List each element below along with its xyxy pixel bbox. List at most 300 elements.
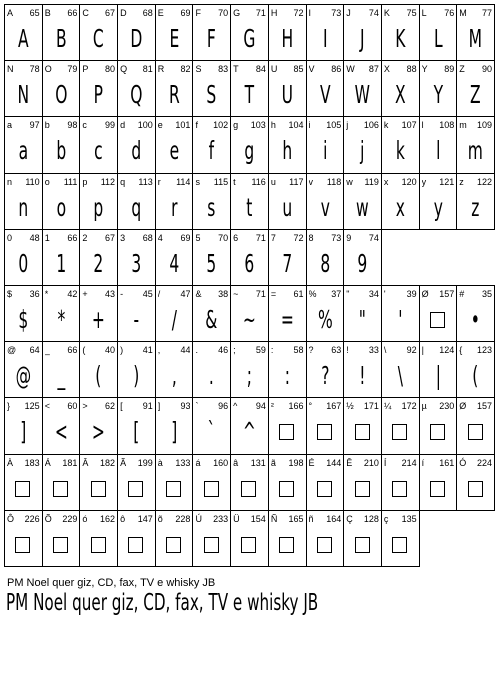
glyph-sample: v [320, 192, 330, 222]
glyph-char-label: ã [270, 457, 276, 468]
glyph-code-label: 135 [401, 513, 417, 524]
glyph-code-label: 166 [288, 401, 304, 412]
glyph-sample: H [281, 24, 294, 53]
glyph-cell [456, 454, 495, 511]
glyph-sample: I [322, 24, 328, 53]
glyph-cell [456, 173, 495, 230]
glyph-code-label: 125 [24, 401, 40, 412]
glyph-cell [230, 285, 268, 341]
glyph-code-label: 99 [105, 120, 116, 131]
glyph-caption [82, 457, 115, 469]
glyph-sample: ^ [242, 417, 256, 447]
glyph-cell [155, 229, 193, 285]
glyph-cell [42, 173, 80, 229]
glyph-sample: z [471, 192, 480, 222]
glyph-caption [384, 344, 417, 356]
glyph-caption [158, 457, 191, 469]
glyph-code-label: 80 [105, 64, 116, 75]
glyph-char-label: | [421, 345, 424, 356]
glyph-sample: 4 [169, 248, 180, 278]
glyph-cell [42, 510, 80, 567]
glyph-caption [384, 513, 417, 525]
glyph-code-label: 94 [255, 401, 266, 412]
glyph-sample: F [207, 24, 217, 53]
glyph-cell [117, 60, 155, 116]
glyph-code-label: 119 [364, 176, 379, 187]
glyph-char-label: , [157, 345, 161, 356]
glyph-code-label: 73 [331, 232, 342, 243]
glyph-code-label: 63 [331, 345, 342, 356]
glyph-caption [120, 400, 153, 412]
glyph-char-label: Z [459, 64, 465, 75]
glyph-char-label: à [157, 457, 163, 468]
glyph-caption [271, 457, 304, 469]
glyph-code-label: 69 [180, 8, 191, 18]
glyph-sample: L [433, 24, 443, 53]
glyph-code-label: 110 [25, 176, 40, 187]
glyph-char-label: Ñ [270, 513, 278, 524]
glyph-cell [4, 454, 42, 510]
glyph-char-label: F [195, 8, 201, 18]
glyph-char-label: 0 [7, 232, 13, 243]
glyph-cell [456, 116, 495, 172]
glyph-caption [384, 288, 417, 300]
missing-glyph-box [91, 481, 106, 497]
glyph-code-label: 131 [250, 457, 266, 468]
glyph-code-label: 47 [180, 289, 191, 299]
glyph-sample: u [282, 192, 293, 222]
glyph-caption [45, 119, 78, 131]
glyph-code-label: 229 [62, 513, 78, 524]
glyph-cell [4, 397, 42, 453]
glyph-cell [155, 60, 193, 116]
glyph-code-label: 92 [406, 345, 417, 356]
glyph-char-label: ~ [233, 289, 239, 299]
missing-glyph-box [241, 537, 256, 553]
glyph-caption [233, 344, 266, 356]
glyph-cell [268, 454, 306, 510]
glyph-cell [192, 341, 230, 397]
glyph-caption [7, 119, 40, 131]
glyph-code-label: 101 [175, 120, 191, 131]
glyph-char-label: S [195, 64, 202, 75]
glyph-sample: ] [20, 417, 27, 447]
glyph-cell [230, 454, 268, 510]
glyph-cell [192, 397, 230, 453]
glyph-caption [309, 513, 342, 525]
glyph-code-label: 42 [67, 289, 78, 299]
glyph-cell [230, 116, 268, 172]
glyph-code-label: 68 [142, 8, 153, 18]
missing-glyph-box [91, 537, 106, 553]
glyph-char-label: ; [233, 345, 236, 356]
glyph-char-label: f [195, 120, 198, 131]
glyph-cell [79, 341, 117, 397]
glyph-code-label: 157 [476, 401, 492, 412]
glyph-cell [192, 454, 230, 510]
glyph-caption [158, 400, 191, 412]
glyph-code-label: 102 [213, 120, 229, 131]
glyph-code-label: 48 [29, 232, 40, 243]
glyph-caption [309, 288, 342, 300]
glyph-sample: m [468, 136, 484, 166]
glyph-caption [346, 176, 379, 188]
glyph-cell [268, 510, 306, 567]
glyph-sample: [ [133, 417, 140, 447]
glyph-code-label: 161 [439, 457, 455, 468]
glyph-code-label: 36 [29, 289, 40, 299]
glyph-caption [45, 7, 78, 19]
glyph-char-label: d [120, 120, 126, 131]
glyph-char-label: É [308, 457, 315, 468]
glyph-sample: > [92, 417, 106, 447]
glyph-char-label: b [44, 120, 50, 131]
glyph-code-label: 77 [481, 8, 492, 18]
glyph-sample: & [205, 305, 218, 334]
glyph-caption [309, 344, 342, 356]
glyph-caption [309, 119, 342, 131]
glyph-char-label: 8 [308, 232, 314, 243]
glyph-code-label: 128 [363, 513, 379, 524]
glyph-cell [230, 60, 268, 116]
glyph-char-label: l [421, 120, 424, 131]
glyph-caption [82, 119, 115, 131]
glyph-caption [309, 63, 342, 75]
glyph-caption [158, 513, 191, 525]
glyph-code-label: 226 [24, 513, 40, 524]
glyph-code-label: 198 [288, 457, 304, 468]
glyph-code-label: 71 [255, 8, 266, 18]
glyph-cell [343, 454, 381, 510]
glyph-char-label: 1 [44, 232, 50, 243]
glyph-char-label: ç [383, 513, 389, 524]
glyph-cell [79, 229, 117, 285]
glyph-sample: / [171, 305, 177, 334]
glyph-cell [419, 341, 457, 397]
glyph-code-label: 61 [293, 289, 304, 299]
glyph-sample: % [317, 305, 333, 334]
glyph-sample: \ [397, 361, 403, 391]
glyph-code-label: 93 [180, 401, 191, 412]
character-map-grid [4, 4, 494, 566]
glyph-sample: g [244, 136, 255, 166]
glyph-sample: B [55, 24, 67, 53]
glyph-code-label: 41 [142, 345, 153, 356]
missing-glyph-box [468, 481, 483, 497]
glyph-code-label: 40 [105, 345, 116, 356]
glyph-char-label: Q [120, 64, 128, 75]
glyph-code-label: 182 [100, 457, 116, 468]
glyph-code-label: 98 [67, 120, 78, 131]
glyph-sample: G [243, 24, 256, 53]
glyph-caption [271, 232, 304, 244]
glyph-caption [271, 176, 304, 188]
missing-glyph-box [166, 481, 181, 497]
glyph-sample: C [93, 24, 105, 53]
glyph-code-label: 90 [481, 64, 492, 75]
glyph-code-label: 113 [138, 176, 153, 187]
glyph-char-label: & [195, 289, 202, 299]
glyph-caption [233, 7, 266, 19]
glyph-code-label: 233 [213, 513, 229, 524]
glyph-sample: q [131, 192, 142, 222]
glyph-char-label: M [459, 8, 467, 18]
glyph-char-label: ó [82, 513, 88, 524]
glyph-caption [158, 344, 191, 356]
glyph-char-label: H [270, 8, 278, 18]
glyph-caption [233, 513, 266, 525]
glyph-cell [4, 116, 42, 172]
glyph-char-label: x [383, 176, 389, 187]
glyph-caption [120, 119, 153, 131]
glyph-code-label: 105 [326, 120, 342, 131]
glyph-char-label: X [383, 64, 390, 75]
glyph-char-label: r [157, 176, 161, 187]
glyph-caption [195, 457, 228, 469]
glyph-code-label: 78 [29, 64, 40, 75]
glyph-sample: W [354, 80, 371, 110]
glyph-sample: 3 [131, 248, 142, 278]
glyph-code-label: 81 [142, 64, 153, 75]
glyph-cell [343, 397, 381, 453]
glyph-cell [306, 60, 344, 116]
glyph-sample: : [284, 361, 290, 391]
glyph-caption [346, 344, 379, 356]
glyph-caption [233, 119, 266, 131]
glyph-sample: T [244, 80, 255, 110]
glyph-cell [192, 60, 230, 116]
glyph-code-label: 224 [476, 457, 492, 468]
glyph-char-label: $ [7, 289, 13, 299]
glyph-cell [155, 173, 193, 229]
glyph-char-label: + [82, 289, 88, 299]
glyph-char-label: I [308, 8, 312, 18]
glyph-caption [384, 119, 417, 131]
glyph-code-label: 70 [218, 232, 229, 243]
glyph-cell [4, 510, 42, 567]
glyph-char-label: ( [82, 345, 86, 356]
glyph-sample: i [322, 136, 328, 166]
missing-glyph-box [15, 481, 30, 497]
glyph-sample: R [168, 80, 180, 110]
glyph-sample: ] [171, 417, 178, 447]
glyph-cell [268, 116, 306, 172]
glyph-caption [45, 400, 78, 412]
glyph-cell [117, 4, 155, 60]
glyph-sample: h [282, 136, 293, 166]
glyph-char-label: z [459, 176, 464, 187]
glyph-char-label: À [7, 457, 14, 468]
glyph-caption [422, 288, 455, 300]
glyph-char-label: Ø [459, 401, 467, 412]
glyph-cell [117, 229, 155, 285]
glyph-code-label: 124 [439, 345, 455, 356]
glyph-caption [45, 344, 78, 356]
glyph-caption [459, 344, 492, 356]
glyph-cell [268, 60, 306, 116]
missing-glyph-box [468, 424, 483, 440]
glyph-sample: r [170, 192, 178, 222]
glyph-caption [271, 513, 304, 525]
glyph-char-label: R [157, 64, 165, 75]
glyph-caption [195, 63, 228, 75]
glyph-char-label: J [346, 8, 351, 18]
glyph-char-label: Ú [195, 513, 202, 524]
missing-glyph-box [241, 481, 256, 497]
glyph-code-label: 73 [331, 8, 342, 18]
glyph-cell [79, 510, 117, 567]
glyph-caption [346, 232, 379, 244]
glyph-char-label: Ê [346, 457, 353, 468]
glyph-cell [306, 116, 344, 172]
glyph-char-label: h [270, 120, 276, 131]
missing-glyph-box [317, 537, 332, 553]
glyph-sample: U [281, 80, 293, 110]
glyph-cell [343, 4, 381, 60]
glyph-char-label: Y [421, 64, 428, 75]
glyph-cell [192, 229, 230, 285]
glyph-cell [155, 454, 193, 510]
glyph-code-label: 118 [326, 176, 342, 187]
glyph-cell [79, 173, 117, 229]
glyph-caption [195, 176, 228, 188]
glyph-char-label: ` [195, 401, 199, 412]
glyph-code-label: 115 [213, 176, 229, 187]
glyph-char-label: o [44, 176, 50, 187]
glyph-caption [422, 7, 455, 19]
glyph-caption [158, 288, 191, 300]
glyph-caption [7, 232, 40, 244]
glyph-sample: Q [130, 80, 143, 110]
missing-glyph-box [279, 424, 294, 440]
glyph-char-label: ½ [346, 401, 354, 412]
glyph-char-label: ! [346, 345, 349, 356]
glyph-cell [381, 60, 419, 116]
glyph-code-label: 79 [67, 64, 78, 75]
glyph-sample: 2 [93, 248, 104, 278]
glyph-cell [4, 341, 42, 397]
glyph-code-label: 123 [476, 345, 492, 356]
glyph-code-label: 88 [406, 64, 417, 75]
glyph-cell [306, 341, 344, 397]
glyph-char-label: D [120, 8, 127, 18]
glyph-char-label: Õ [44, 513, 52, 524]
glyph-sample: V [319, 80, 331, 110]
glyph-cell [306, 285, 344, 341]
glyph-char-label: A [7, 8, 14, 18]
glyph-cell [192, 510, 230, 567]
glyph-sample: 9 [357, 248, 368, 278]
glyph-caption [120, 232, 153, 244]
glyph-caption [271, 7, 304, 19]
glyph-cell [4, 173, 42, 229]
glyph-caption [82, 344, 115, 356]
glyph-caption [120, 288, 153, 300]
glyph-sample: P [94, 80, 104, 110]
glyph-caption [309, 457, 342, 469]
glyph-caption [195, 232, 228, 244]
glyph-char-label: ¼ [383, 401, 392, 412]
glyph-caption [271, 63, 304, 75]
glyph-cell [79, 4, 117, 60]
glyph-caption [158, 63, 191, 75]
glyph-char-label: ] [157, 401, 161, 412]
glyph-code-label: 120 [401, 176, 417, 187]
glyph-sample: M [468, 24, 483, 53]
glyph-caption [459, 457, 492, 469]
glyph-cell [456, 4, 495, 60]
glyph-sample: x [395, 192, 405, 222]
glyph-caption [82, 288, 115, 300]
glyph-caption [346, 457, 379, 469]
glyph-char-label: ° [308, 401, 313, 412]
glyph-char-label: Ø [421, 289, 429, 299]
glyph-cell [306, 510, 344, 567]
glyph-sample: f [209, 136, 215, 166]
glyph-char-label: Ã [120, 457, 127, 468]
glyph-char-label: â [233, 457, 239, 468]
glyph-code-label: 228 [175, 513, 191, 524]
glyph-code-label: 62 [105, 401, 116, 412]
glyph-caption [346, 7, 379, 19]
glyph-code-label: 84 [255, 64, 266, 75]
glyph-code-label: 109 [476, 120, 492, 131]
glyph-sample: | [435, 361, 441, 391]
missing-glyph-box [204, 537, 219, 553]
glyph-cell [117, 285, 155, 341]
glyph-code-label: 86 [331, 64, 342, 75]
glyph-sample: D [130, 24, 143, 53]
glyph-char-label: L [421, 8, 427, 18]
glyph-sample: ' [398, 305, 403, 334]
glyph-char-label: { [459, 345, 463, 356]
glyph-char-label: y [421, 176, 427, 187]
glyph-caption [459, 176, 492, 188]
glyph-sample: p [93, 192, 104, 222]
glyph-char-label: # [459, 289, 465, 299]
glyph-char-label: c [82, 120, 87, 131]
glyph-code-label: 64 [29, 345, 40, 356]
glyph-cell [419, 285, 457, 341]
glyph-cell [381, 454, 419, 510]
missing-glyph-box [15, 537, 30, 553]
glyph-char-label: @ [7, 345, 17, 356]
glyph-sample: . [209, 361, 215, 391]
glyph-code-label: 37 [331, 289, 342, 299]
glyph-cell [306, 397, 344, 453]
glyph-code-label: 45 [142, 289, 153, 299]
glyph-char-label: B [44, 8, 51, 18]
glyph-code-label: 67 [105, 8, 116, 18]
glyph-char-label: E [157, 8, 164, 18]
glyph-cell [343, 173, 381, 229]
missing-glyph-box [392, 424, 407, 440]
glyph-cell [155, 510, 193, 567]
glyph-caption [346, 63, 379, 75]
missing-glyph-box [204, 481, 219, 497]
glyph-code-label: 59 [255, 345, 266, 356]
glyph-char-label: . [195, 345, 198, 356]
glyph-caption [346, 513, 379, 525]
glyph-cell [306, 4, 344, 60]
glyph-caption [309, 400, 342, 412]
glyph-code-label: 122 [476, 176, 492, 187]
glyph-char-label: - [120, 289, 124, 299]
glyph-code-label: 103 [250, 120, 266, 131]
glyph-caption [271, 288, 304, 300]
glyph-caption [233, 176, 266, 188]
glyph-char-label: õ [157, 513, 163, 524]
